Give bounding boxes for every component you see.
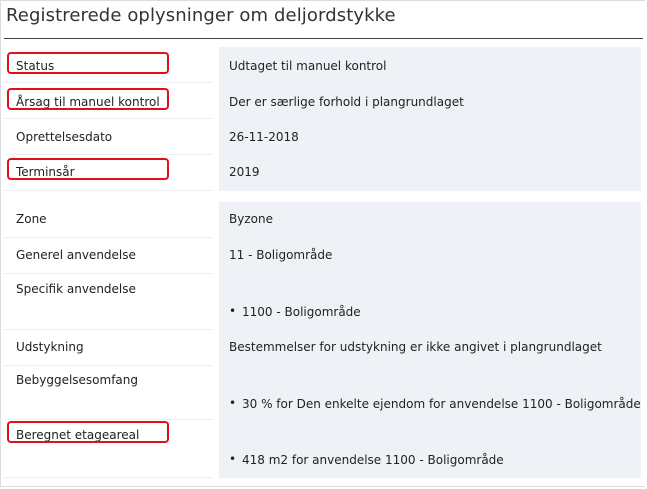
- row-termin-value-cell: [219, 155, 641, 191]
- zone-label: Zone: [16, 212, 47, 226]
- generel-anvendelse-label: Generel anvendelse: [16, 248, 136, 262]
- etageareal-highlight-box: [7, 421, 169, 443]
- arsag-highlight-box: [7, 88, 169, 110]
- row-etageareal-value-cell: [219, 420, 641, 478]
- bebyggelsesomfang-item: • 30 % for Den enkelte ejendom for anvendelse 1100 - Boligområde: [242, 397, 641, 411]
- udstykning-value: Bestemmelser for udstykning er ikke angivet i plangrundlaget: [229, 340, 602, 354]
- row-bebyggelse-value-cell: [219, 366, 641, 420]
- bebyggelsesomfang-label: Bebyggelsesomfang: [16, 373, 139, 387]
- udstykning-label: Udstykning: [16, 340, 84, 354]
- zone-value: Byzone: [229, 212, 273, 226]
- terminsar-highlight-box: [7, 158, 169, 180]
- arsag-label: Årsag til manuel kontrol: [16, 95, 160, 109]
- terminsar-value: 2019: [229, 165, 260, 179]
- arsag-value: Der er særlige forhold i plangrundlaget: [229, 95, 464, 109]
- row-zone-value-cell: [219, 202, 641, 238]
- page-title: Registrerede oplysninger om deljordstykke: [6, 5, 396, 26]
- status-highlight-box: [7, 52, 169, 74]
- oprettelsesdato-label: Oprettelsesdato: [16, 130, 113, 144]
- generel-anvendelse-value: 11 - Boligområde: [229, 248, 333, 262]
- specifik-anvendelse-item: • 1100 - Boligområde: [242, 305, 361, 319]
- terminsar-label: Terminsår: [16, 165, 75, 179]
- beregnet-etageareal-item: • 418 m2 for anvendelse 1100 - Boligområde: [242, 453, 504, 467]
- title-divider: [4, 38, 643, 39]
- specifik-anvendelse-label: Specifik anvendelse: [16, 282, 136, 296]
- status-value: Udtaget til manuel kontrol: [229, 59, 387, 73]
- row-specifik-value-cell: [219, 274, 641, 330]
- beregnet-etageareal-label: Beregnet etageareal: [16, 428, 140, 442]
- oprettelsesdato-value: 26-11-2018: [229, 130, 299, 144]
- status-label: Status: [16, 59, 55, 73]
